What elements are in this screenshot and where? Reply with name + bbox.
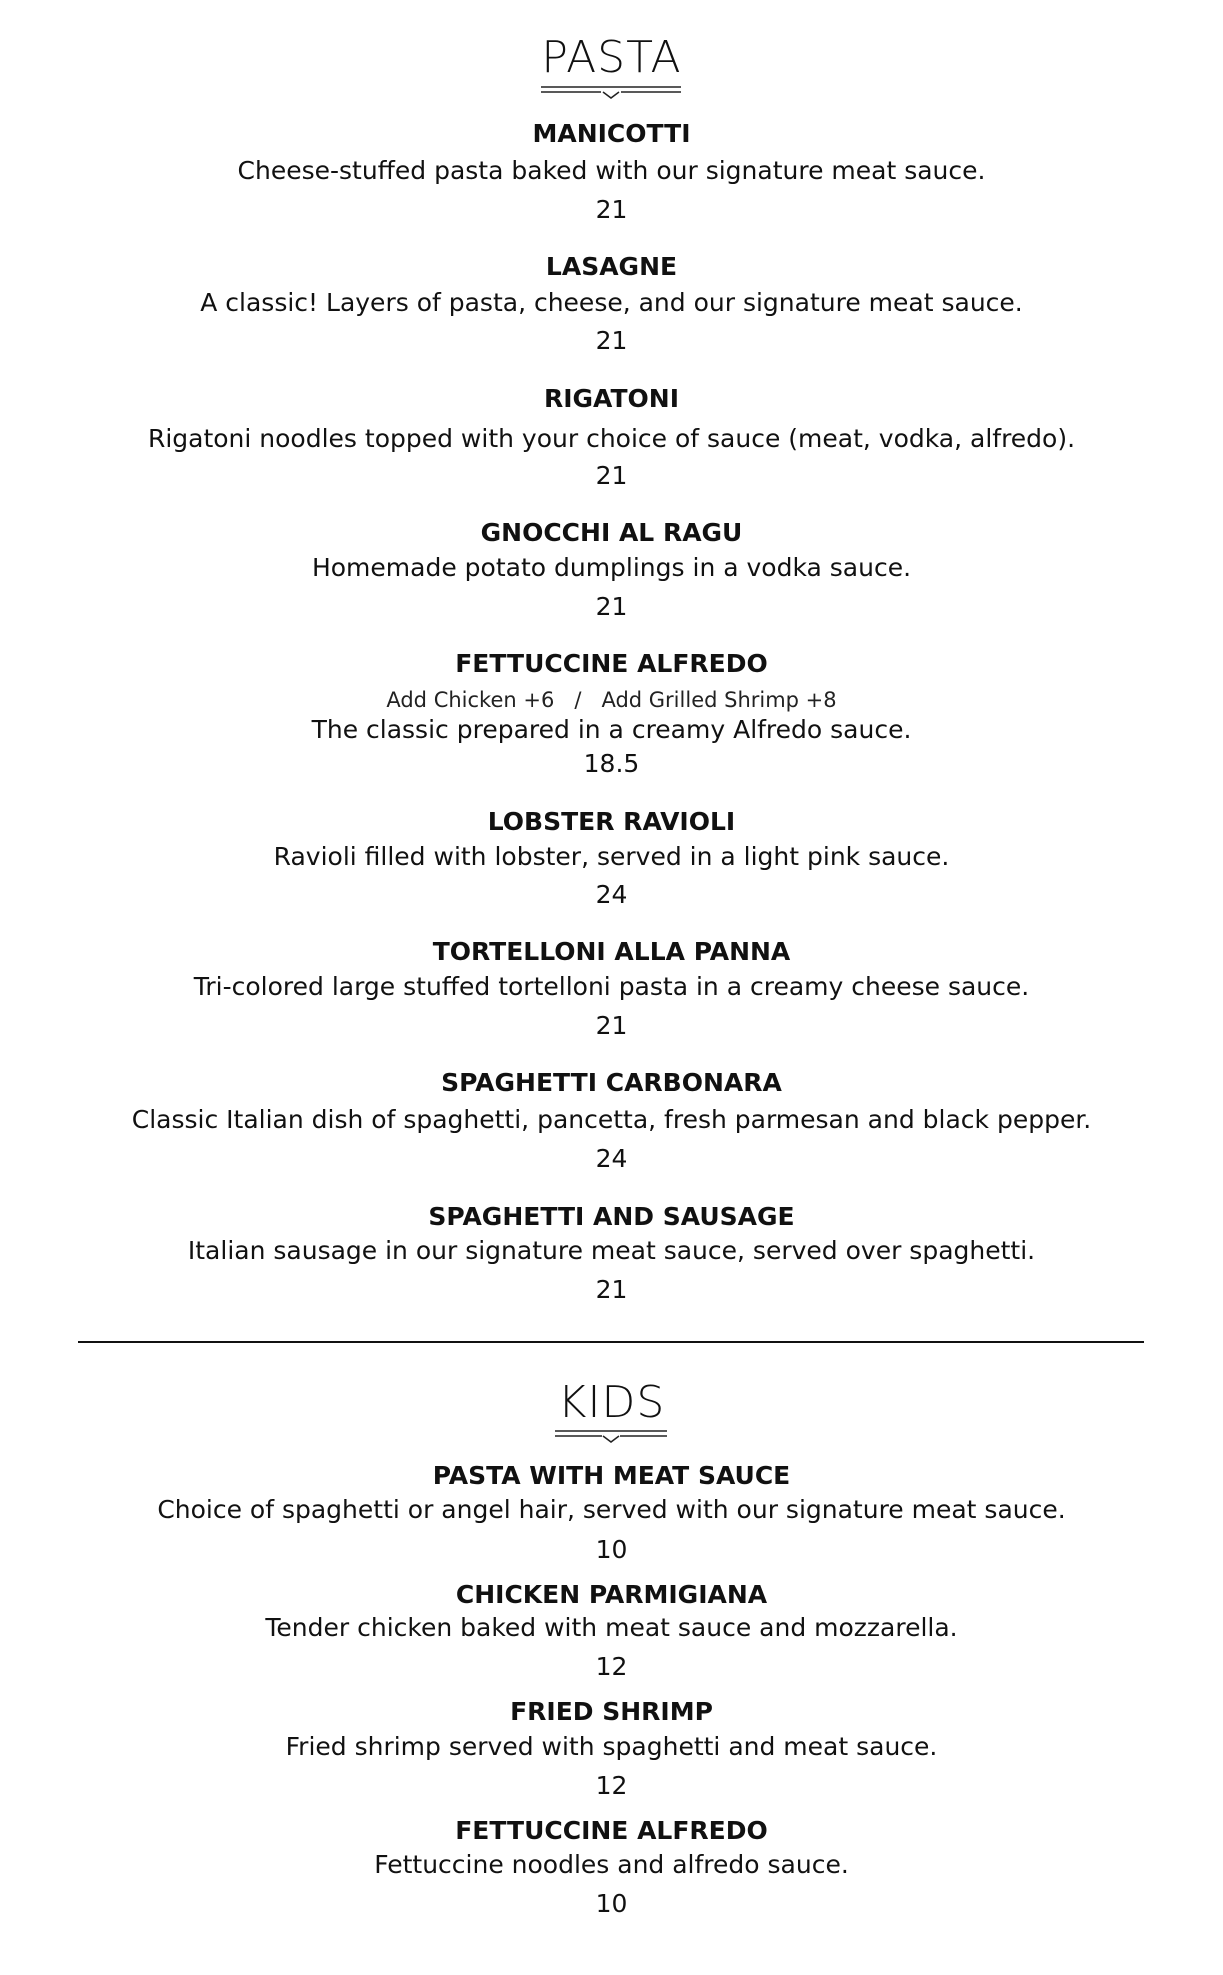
item-description: Rigatoni noodles topped with your choice of sauce (meat, vodka, alfredo). — [147, 424, 1076, 453]
item-description: A classic! Layers of pasta, cheese, and our signature meat sauce. — [200, 288, 1023, 317]
item-price: 21 — [595, 326, 628, 355]
ornament-divider-icon — [0, 84, 1223, 100]
item-description: The classic prepared in a creamy Alfredo sauce. — [311, 715, 912, 744]
item-name: LASAGNE — [545, 252, 678, 281]
item-name: PASTA WITH MEAT SAUCE — [432, 1461, 791, 1490]
item-description: Homemade potato dumplings in a vodka sauce. — [311, 553, 912, 582]
item-name: FETTUCCINE ALFREDO — [455, 649, 768, 678]
item-price: 21 — [595, 195, 628, 224]
item-description: Cheese-stuffed pasta baked with our signature meat sauce. — [237, 156, 986, 185]
item-name: GNOCCHI AL RAGU — [480, 518, 743, 547]
item-name: TORTELLONI ALLA PANNA — [432, 937, 791, 966]
item-description: Ravioli filled with lobster, served in a light pink sauce. — [273, 842, 950, 871]
item-price: 10 — [595, 1889, 628, 1918]
ornament-divider-icon — [0, 1428, 1223, 1444]
item-description: Tender chicken baked with meat sauce and mozzarella. — [265, 1613, 958, 1642]
item-name: FRIED SHRIMP — [510, 1697, 713, 1726]
item-name: FETTUCCINE ALFREDO — [455, 1816, 768, 1845]
item-name: SPAGHETTI CARBONARA — [441, 1068, 782, 1097]
item-description: Classic Italian dish of spaghetti, pancetta, fresh parmesan and black pepper. — [131, 1105, 1092, 1134]
item-price: 21 — [595, 592, 628, 621]
item-price: 24 — [595, 1144, 628, 1173]
item-description: Fried shrimp served with spaghetti and meat sauce. — [285, 1732, 938, 1761]
item-name: RIGATONI — [543, 384, 679, 413]
item-name: MANICOTTI — [532, 119, 691, 148]
item-name: CHICKEN PARMIGIANA — [455, 1580, 768, 1609]
item-price: 10 — [595, 1535, 628, 1564]
section-title-kids: KIDS — [557, 1377, 666, 1428]
item-price: 12 — [595, 1652, 628, 1681]
item-name: SPAGHETTI AND SAUSAGE — [428, 1202, 795, 1231]
item-price: 18.5 — [583, 749, 640, 778]
section-title-pasta: PASTA — [541, 32, 682, 83]
item-description: Fettuccine noodles and alfredo sauce. — [374, 1850, 849, 1879]
item-price: 24 — [595, 880, 628, 909]
item-addon-options: Add Chicken +6 / Add Grilled Shrimp +8 — [386, 688, 837, 712]
item-price: 21 — [595, 1011, 628, 1040]
item-price: 21 — [595, 461, 628, 490]
item-price: 21 — [595, 1275, 628, 1304]
item-name: LOBSTER RAVIOLI — [487, 807, 736, 836]
item-description: Choice of spaghetti or angel hair, served with our signature meat sauce. — [157, 1495, 1066, 1524]
item-description: Tri-colored large stuffed tortelloni pasta in a creamy cheese sauce. — [193, 972, 1030, 1001]
item-description: Italian sausage in our signature meat sauce, served over spaghetti. — [187, 1236, 1036, 1265]
section-divider — [78, 1341, 1144, 1343]
item-price: 12 — [595, 1771, 628, 1800]
